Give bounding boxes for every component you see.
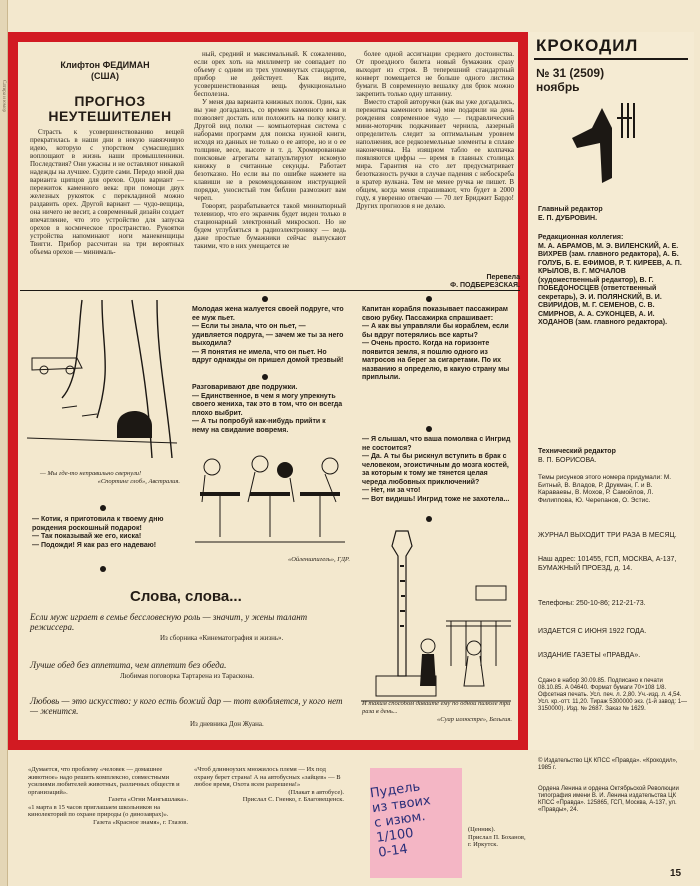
cartoon-car-tunnel <box>22 298 182 468</box>
bullet-dot <box>100 566 106 572</box>
frequency-note: ЖУРНАЛ ВЫХОДИТ ТРИ РАЗА В МЕСЯЦ. <box>538 532 677 539</box>
board-label: Редакционная коллегия: <box>538 234 624 241</box>
joke-ingrid <box>362 436 514 504</box>
cartoon-2-source: «Ойленшпигель», ГДР. <box>287 556 350 563</box>
handwritten-note: Пудель из твоих с изюм. 1/100 0-14 <box>369 779 432 861</box>
crocodile-logo-icon <box>562 98 642 188</box>
phones: Телефоны: 250-10-86; 212-21-73. <box>538 600 646 607</box>
article-text-col2a: ный, средний и максимальный. К сожалению, если орех хоть на миллиметр не совпадает по объему с одним из трех упомянутых стандартов, прибор не действует. Как видите, усовершенствованная вещь функционально бесполезна. <box>194 50 346 98</box>
article-author <box>30 60 180 82</box>
translator <box>420 274 520 290</box>
joke-wife-line-2: — Я понятия не имела, что он пьет. Но вдруг однажды он пришел домой трезвый! <box>192 348 344 364</box>
board-members: М. А. АБРАМОВ, М. Э. ВИЛЕНСКИЙ, А. Е. ВИХРЕВ (зам. главного редактора), А. Б. ГОЛУБ, Б. Е. ЕФИМОВ, Р. Т. КИРЕЕВ, А. П. КРЫЛОВ, В. Г. МОЧАЛОВ (художественный редактор), В. Г. ПОБЕДОНОСЦЕВ (ответственный секретарь), Э. И. ПОЛЯНСКИЙ, В. И. СВИРИДОВ, М. Г. СЕМЕНОВ, С. В. СМИРНОВ, А. А. СУКОНЦЕВ, А. И. ХОДАНОВ (зам. главного редактора). <box>538 242 682 326</box>
quote-3: Любовь — это искусство: у кого есть божий дар — тот влюбляется, у кого нет — женится. <box>30 696 343 716</box>
bottom-note-1 <box>28 766 188 826</box>
bullet-dot <box>426 296 432 302</box>
bullet-dot <box>262 374 268 380</box>
quote-2: Лучше обед без аппетита, чем аппетит без обеда. <box>30 660 227 670</box>
author-name: Клифтон ФЕДИМАН <box>60 60 150 70</box>
cartoon-3-caption <box>362 700 512 724</box>
issue-number: № 31 (2509) <box>536 66 605 80</box>
title-line-2: НЕУТЕШИТЕЛЕН <box>48 108 172 124</box>
quote-1: Если муж играет в семье бессловесную роль — значит, у жены талант режиссера. <box>30 612 308 632</box>
bottom-note-3-source: Прислал С. Гненко, г. Благовещенск. <box>242 796 344 803</box>
bottom-note-3-tag: (Плакат в автобусе). <box>288 788 344 796</box>
words-section-title: Слова, слова... <box>130 588 242 605</box>
magazine-logo: КРОКОДИЛ <box>536 36 639 55</box>
bottom-note-3 <box>194 766 344 804</box>
joke-kitten-line-2: — Так показывай же его, киска! <box>32 533 142 540</box>
article-title <box>40 94 180 124</box>
article-column-3 <box>356 50 514 210</box>
article-text-col3b: Вместо старой авторучки (как вы уже догадались, пережитка каменного века) мне подарили на день рождения современное чудо — гидравлический мини-моторчик подкачивает чернила, лазерный определитель следит за оптимальным уровнем наполнения, все редкоземельные элементы в сплаве наконечника. На изящном табло ее колпачка появляются цифры — время в главных столицах мира. Гарантия на сто лет предусматривает безотказность ручки в случае падения с небоскреба в кратер вулкана. Тем не менее ручка не пишет. В общем, когда меня спрашивают, что будет в 2000 году, я уверенно отвечаю — 70 лет Бриджит Бардо! Других прогнозов я не делаю. <box>356 98 514 210</box>
cartoon-1-text: — Мы где-то неправильно свернули! <box>40 470 142 477</box>
print-details: Сдано в набор 30.09.85. Подписано к печати 08.10.85. А 04640. Формат бумаги 70×108 1/8. Офсетная печать. Усл. печ. л. 2,80. Уч.-изд. л. 4,54. Усл. кр.-отт. 11,20. Тираж 5300000 экз. (1-й завод: 1—3150000). Изд. № 2687. Заказ № 1629. <box>538 678 688 712</box>
joke-kitten <box>32 516 182 550</box>
joke-friends-line-1: — Единственное, в чем я могу упрекнуть своего жениха, так это в том, что он всегда плохо выбрит. <box>192 392 343 417</box>
tech-label: Технический редактор <box>538 448 616 455</box>
tech-name: В. П. БОРИСОВА. <box>538 456 597 464</box>
cartoon-giraffe <box>356 526 516 716</box>
joke-wife-line-1: — Если ты знала, что он пьет, — удивляется подруга, — зачем же ты за него выходила? <box>192 323 344 347</box>
chief-name: Е. П. ДУБРОВИН. <box>538 214 598 222</box>
logo-rule <box>534 58 688 60</box>
title-line-1: ПРОГНОЗ <box>74 93 146 109</box>
artists-list: Темы рисунков этого номера придумали: М. Битный, В. Владов, Р. Друкман, Г. и В. Караваевы, В. Мохов, Р. Самойлов, Л. Филипповa, Ю. Черепанов, О. Эстис. <box>538 474 672 504</box>
joke-kitten-line-1: — Котик, я приготовила к твоему дню рождения роскошный подарок! <box>32 516 164 532</box>
bottom-note-4-tag: (Ценник). <box>468 826 496 833</box>
translator-label: Перевела <box>486 274 520 281</box>
cartoon-3-source: «Суар иллюстре», Бельгия. <box>436 716 512 723</box>
since-note: ИЗДАЕТСЯ С ИЮНЯ 1922 ГОДА. <box>538 628 647 635</box>
issue-month: ноябрь <box>536 80 580 94</box>
article-text-col1: Страсть к усовершенствованию вещей прекратилась в наши дни в некую навязчивую идею, которую с упорством сумасшедших воплощают в жизнь наши промышленники. Последствия? Они ужасны и не оставляют никакой надежды на лучшее. Судите сами. Передо мной два варианта щипцов для орехов. Один вариант — пережиток каменного века: при помощи двух железных рукояток с перекладиной можно раздавить орех. Другой вариант — чудо-вещица, она ничего не весит, а современный дизайн создает впечатление, что это устройство для запуска орехов в космическое пространство. Рукоятки устройства напоминают ноги манекенщицы Твигги. Прибор рассчитан на три вероятных объема орехов — минималь- <box>30 128 184 256</box>
bottom-note-4-source: Прислал П. Боханов, г. Иркутск. <box>468 833 526 848</box>
bullet-dot <box>262 296 268 302</box>
copyright: © Издательство ЦК КПСС «Правда». «Крокодил», 1985 г. <box>538 758 678 771</box>
spine-text: Сатира и юмор <box>1 80 6 113</box>
joke-friends <box>192 384 344 435</box>
bottom-note-4 <box>468 826 528 849</box>
tech-editor <box>538 448 688 465</box>
joke-captain <box>362 306 514 383</box>
joke-wife-intro: Молодая жена жалуется своей подруге, что ее муж пьет. <box>192 306 344 322</box>
quote-1-source: Из сборника «Кинематография и жизнь». <box>160 634 284 642</box>
cartoon-1-caption <box>40 470 180 486</box>
page-number: 15 <box>670 868 682 879</box>
quote-2-source: Любимая поговорка Тартарена из Тараскона. <box>120 672 255 680</box>
article-text-col3a: более одной ассигнации среднего достоинства. От проездного билета новый бумажник сразу выходит из строя. В теперешний стандартный конверт помещается не больше одного листика бумаги. В современную вешалку для брюк можно закрепить только одну штанину. <box>356 50 514 98</box>
article-column-1 <box>30 128 184 256</box>
joke-ingrid-line-4: — Вот видишь! Ингрид тоже не захотела... <box>362 495 510 503</box>
bottom-note-3-text: «Чтоб длинноухих множилось племя — Их под охрану берет страна! А на автобусных «зайцев» — В любое время, Охота всем разрешена!» <box>194 766 341 788</box>
cartoon-3-text: И таким способом давайте ему по одной пилюле три раза в день... <box>362 700 511 715</box>
bullet-dot <box>426 426 432 432</box>
bottom-note-2-source: Газета «Красное знамя», г. Глазов. <box>93 818 188 826</box>
address: Наш адрес: 101455, ГСП, МОСКВА, А-137, БУМАЖНЫЙ ПРОЕЗД, д. 14. <box>538 556 677 572</box>
publisher-note: ИЗДАНИЕ ГАЗЕТЫ «ПРАВДА». <box>538 652 641 659</box>
editorial-board <box>538 234 688 328</box>
printer-info: Ордена Ленина и ордена Октябрьской Революции типография имени В. И. Ленина издательства ЦК КПСС «Правда». 125865, ГСП, Москва, А-137, ул. «Правды», 24. <box>538 786 679 813</box>
joke-ingrid-line-1: — Я слышал, что ваша помолвка с Ингрид не состоится? <box>362 436 511 452</box>
bottom-note-1-source: Газета «Огни Мангышлака». <box>108 796 188 803</box>
cartoon-1-source: «Спортинг глоб», Австралия. <box>97 478 180 485</box>
bottom-note-1-text: «Думается, что проблему «человек — домашнее животное» надо решить комплексно, совместными усилиями любителей животных, различных обществ и организаций». <box>28 766 180 796</box>
bottom-note-2-text: «1 марта в 15 часов приглашаем школьников на кинолекторий по охране природы (о динозаврах)». <box>28 803 169 818</box>
joke-captain-line-2: — Очень просто. Когда на горизонте появится земля, я пошлю одного из матросов на берег за сигаретами. По их названию я определю, в какую страну мы приплыли. <box>362 340 510 381</box>
author-country: (США) <box>90 71 120 81</box>
joke-ingrid-line-2: — Да. А ты бы рискнул вступить в брак с человеком, эгоистичным до мозга костей, за которым к тому же тянется целая череда любовных приключений? <box>362 453 509 486</box>
chief-label: Главный редактор <box>538 206 603 213</box>
quote-3-source: Из дневника Дон Жуана. <box>190 720 264 728</box>
cartoon-cafe <box>190 442 350 552</box>
article-text-col2c: Говорят, разрабатывается такой миниатюрный телевизор, что его экранчик будет виден только в стационарный электронный микроскоп. Но не будем углубляться в радиоэлектронику — ведь даже простые бумажники сейчас выпускают такими, что в них умещается не <box>194 202 346 250</box>
joke-ingrid-line-3: — Нет, ни за что! <box>362 487 421 494</box>
bullet-dot <box>426 516 432 522</box>
article-text-col2b: У меня два варианта книжных полок. Один, как вы уже догадались, со времен каменного века и позволяет достать или положить на полку книгу. Другой вид полки — компьютерная система с наборами программ для поиска нужной книги, исходя из данных не только о ее авторе, но и о ее толщине, весе, высоте и т. д. Хромированные поисковые агрегаты катапультируют искомую книжку в считанные секунды. Работает безотказно. Но если вы по ошибке нажмете на клавиши не в рекомендованном инструкцией порядке, уносистый том библии размозжит вам череп. <box>194 98 346 202</box>
joke-friends-intro: Разговаривают две подружки. <box>192 384 298 391</box>
joke-friends-line-2: — А ты попробуй как-нибудь прийти к нему на свидание вовремя. <box>192 418 326 434</box>
article-column-2 <box>194 50 346 250</box>
joke-kitten-line-3: — Подожди! Я как раз его надеваю! <box>32 541 157 549</box>
joke-captain-intro: Капитан корабля показывает пассажирам свою рубку. Пассажирка спрашивает: <box>362 306 508 322</box>
editor-in-chief <box>538 206 688 223</box>
issue-info <box>536 66 604 94</box>
divider-line <box>20 290 520 291</box>
joke-captain-line-1: — А как вы управляли бы кораблем, если бы вдруг потерялись все карты? <box>362 323 509 339</box>
translator-name: Ф. ПОДБЕРЕЗСКАЯ. <box>450 282 520 289</box>
bullet-dot <box>100 505 106 511</box>
joke-wife <box>192 306 344 366</box>
